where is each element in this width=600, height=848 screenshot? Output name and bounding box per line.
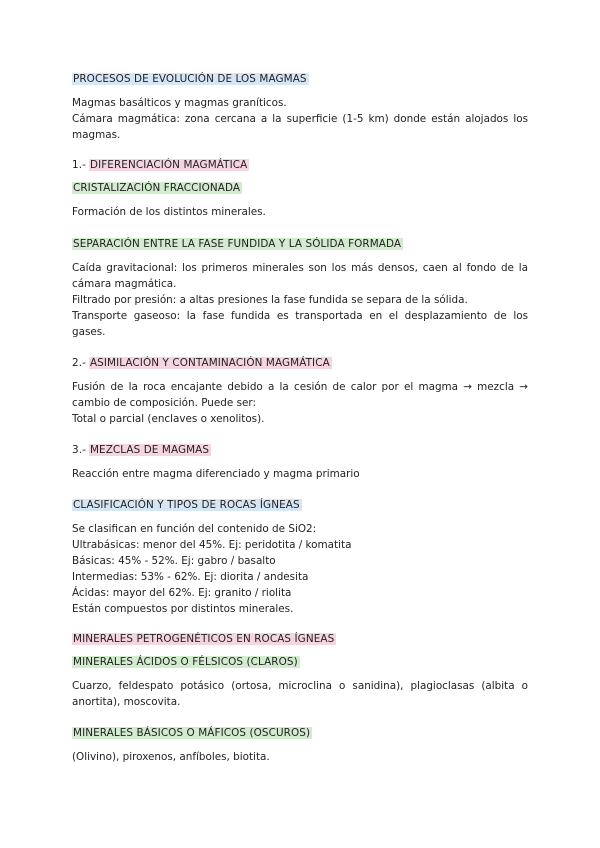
intro-line-2: Cámara magmática: zona cercana a la superficie (1-5 km) donde están alojados los magmas. xyxy=(72,113,528,141)
clasificacion-line-4: Intermedias: 53% - 62%. Ej: diorita / andesita xyxy=(72,571,309,583)
section-2-line-1: Fusión de la roca encajante debido a la cesión de calor por el magma → mezcla → cambio de composición. Puede ser: xyxy=(72,381,528,409)
section-2-body xyxy=(72,379,528,427)
minerales-basicos-title: MINERALES BÁSICOS O MÁFICOS (OSCUROS) xyxy=(73,727,311,739)
cristalizacion-line-1: Formación de los distintos minerales. xyxy=(72,206,266,218)
clasificacion-line-1: Se clasifican en función del contenido de SiO2: xyxy=(72,523,317,535)
section-3-title: MEZCLAS DE MAGMAS xyxy=(89,444,210,456)
minerales-basicos-body xyxy=(72,749,528,765)
title-heading xyxy=(72,72,528,87)
subsection-cristalizacion-heading xyxy=(72,181,528,196)
minerales-title: MINERALES PETROGENÉTICOS EN ROCAS ÍGNEAS xyxy=(73,633,335,645)
section-2-line-2: Total o parcial (enclaves o xenolitos). xyxy=(72,413,265,425)
subsection-separacion-heading xyxy=(72,237,528,252)
clasificacion-line-3: Básicas: 45% - 52%. Ej: gabro / basalto xyxy=(72,555,276,567)
title-text: PROCESOS DE EVOLUCIÓN DE LOS MAGMAS xyxy=(73,73,307,85)
minerales-acidos-title: MINERALES ÁCIDOS O FÉLSICOS (CLAROS) xyxy=(73,656,298,668)
subsection-cristalizacion-title: CRISTALIZACIÓN FRACCIONADA xyxy=(73,182,241,194)
clasificacion-title: CLASIFICACIÓN Y TIPOS DE ROCAS ÍGNEAS xyxy=(73,499,300,511)
minerales-basicos-heading xyxy=(72,726,528,741)
section-1-number: 1.- xyxy=(72,159,86,171)
minerales-basicos-line-1: (Olivino), piroxenos, anfíboles, biotita. xyxy=(72,751,270,763)
separacion-line-2: Filtrado por presión: a altas presiones la fase fundida se separa de la sólida. xyxy=(72,294,468,306)
section-3-body xyxy=(72,466,528,482)
clasificacion-heading xyxy=(72,498,528,513)
intro-block xyxy=(72,95,528,143)
section-1-heading xyxy=(72,158,528,173)
separacion-line-3: Transporte gaseoso: la fase fundida es transportada en el desplazamiento de los gases. xyxy=(72,310,528,338)
section-3-line-1: Reacción entre magma diferenciado y magma primario xyxy=(72,468,360,480)
intro-line-1: Magmas basálticos y magmas graníticos. xyxy=(72,97,287,109)
clasificacion-line-2: Ultrabásicas: menor del 45%. Ej: peridotita / komatita xyxy=(72,539,352,551)
clasificacion-body xyxy=(72,521,528,617)
minerales-acidos-line-1: Cuarzo, feldespato potásico (ortosa, microclina o sanidina), plagioclasas (albita o anortita), moscovita. xyxy=(72,680,528,708)
section-3-heading xyxy=(72,443,528,458)
separacion-body xyxy=(72,260,528,340)
section-1-title: DIFERENCIACIÓN MAGMÁTICA xyxy=(89,159,248,171)
section-2-heading xyxy=(72,356,528,371)
cristalizacion-body xyxy=(72,204,528,220)
subsection-separacion-title: SEPARACIÓN ENTRE LA FASE FUNDIDA Y LA SÓLIDA FORMADA xyxy=(73,238,402,250)
section-2-number: 2.- xyxy=(72,357,86,369)
minerales-heading xyxy=(72,632,528,647)
section-3-number: 3.- xyxy=(72,444,86,456)
clasificacion-line-6: Están compuestos por distintos minerales. xyxy=(72,603,294,615)
section-2-title: ASIMILACIÓN Y CONTAMINACIÓN MAGMÁTICA xyxy=(89,357,330,369)
minerales-acidos-heading xyxy=(72,655,528,670)
separacion-line-1: Caída gravitacional: los primeros minerales son los más densos, caen al fondo de la cámara magmática. xyxy=(72,262,528,290)
minerales-acidos-body xyxy=(72,678,528,710)
clasificacion-line-5: Ácidas: mayor del 62%. Ej: granito / riolita xyxy=(72,587,292,599)
